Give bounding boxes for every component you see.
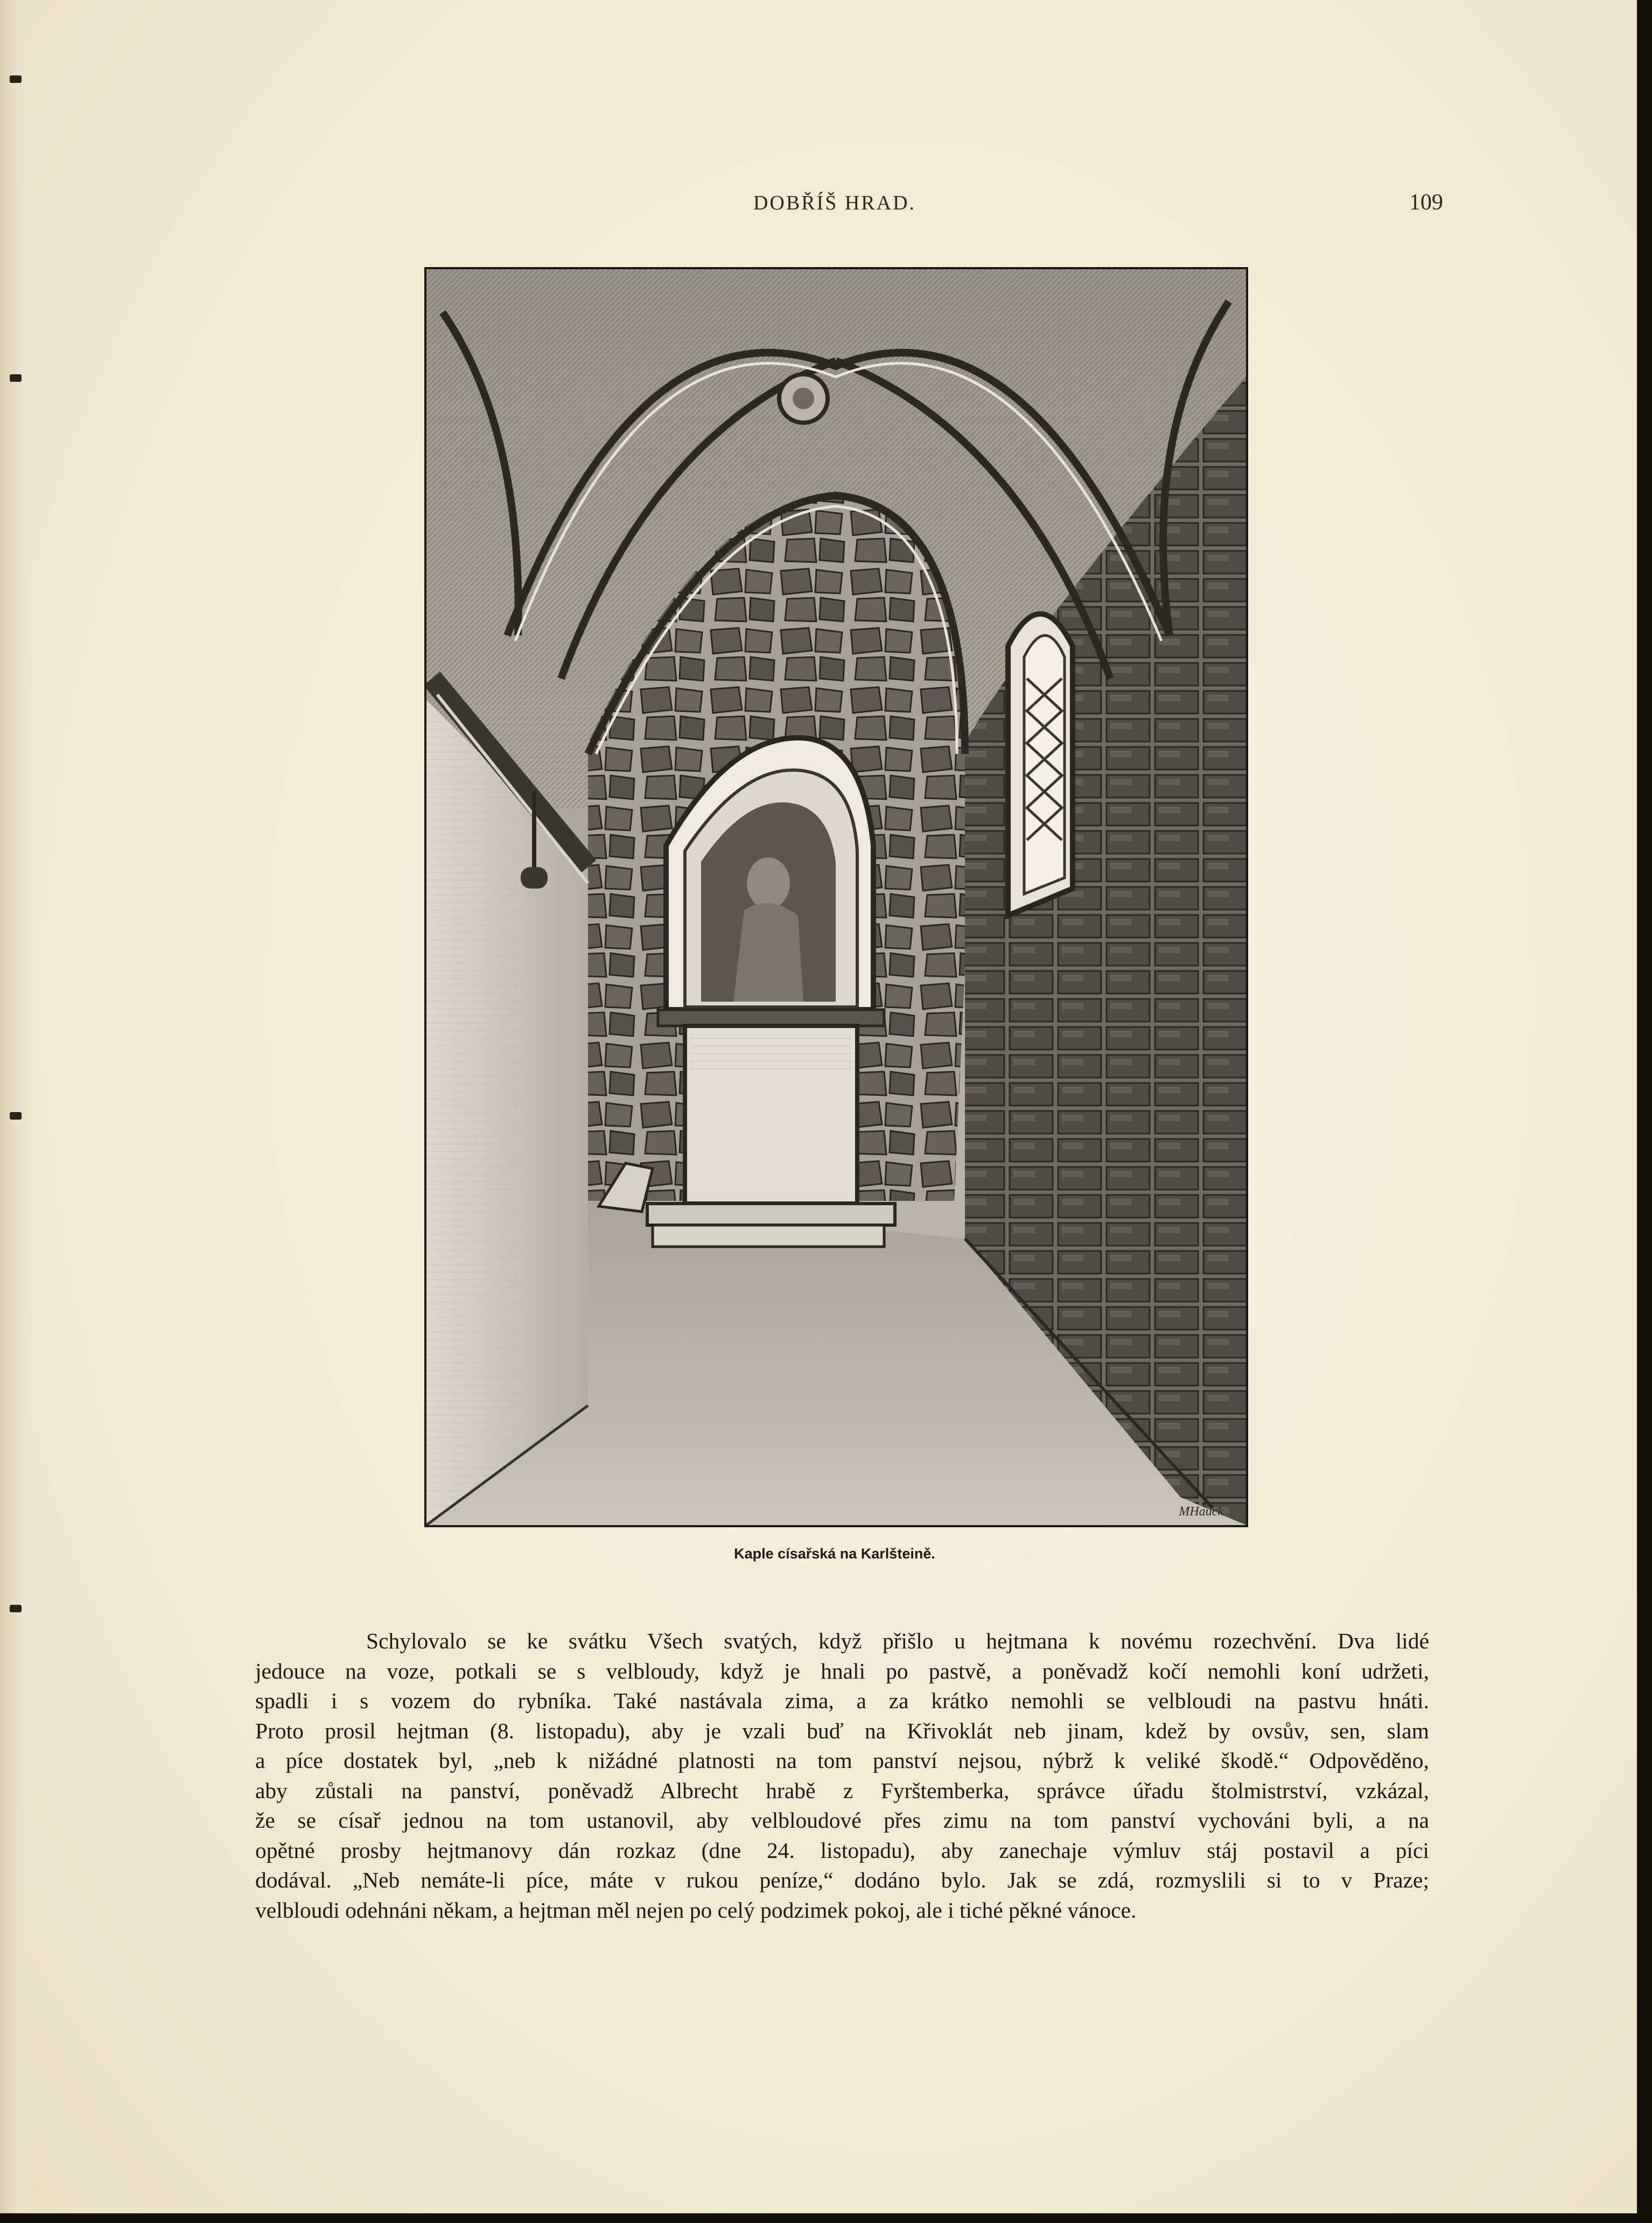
text-line: opětné prosby hejtmanovy dán rozkaz (dne 24. listopadu), aby zanechaje výmluv stáj postavil a píci <box>255 1837 1429 1863</box>
gutter-mark <box>10 1605 22 1612</box>
body-paragraph <box>255 1626 1429 1925</box>
altar <box>647 1010 895 1247</box>
text-line: velbloudi odehnáni někam, a hejtman měl nejen po celý podzimek pokoj, ale i tiché pěkné vánoce. <box>255 1897 1137 1923</box>
chapel-engraving <box>426 269 1246 1525</box>
artist-signature: MHauck <box>1179 1505 1223 1519</box>
text-line: Proto prosil hejtman (8. listopadu), aby je vzali buď na Křivoklát neb jinam, kdež by ovsův, sen, slam <box>255 1718 1429 1743</box>
figure-caption: Kaple císařská na Karlšteině. <box>734 1546 935 1562</box>
text-line: dodával. „Neb nemáte-li píce, máte v rukou peníze,“ dodáno bylo. Jak se zdá, rozmyslili si to v Praze; <box>255 1868 1429 1892</box>
gutter-mark <box>10 374 22 382</box>
text-line: jedouce na voze, potkali se s velbloudy, když je hnali po pastvě, a poněvadž kočí nemohli koní udržeti, <box>255 1658 1429 1683</box>
page-gutter <box>0 0 32 2213</box>
text-line: spadli i s vozem do rybníka. Také nastávala zima, a za krátko nemohli se velbloudi na pastvu hnáti. <box>255 1688 1429 1713</box>
text-line: a píce dostatek byl, „neb k nižádné platnosti na tom panství nejsou, nýbrž k veliké škodě.“ Odpověděno, <box>255 1748 1429 1773</box>
page-number: 109 <box>1409 190 1443 215</box>
running-head: DOBŘÍŠ HRAD. <box>753 192 916 214</box>
text-line: že se císař jednou na tom ustanovil, aby velbloudové přes zimu na tom panství vychováni byli, a na <box>255 1808 1429 1833</box>
gutter-mark <box>10 75 22 83</box>
gothic-window <box>1008 614 1073 915</box>
text-line: Schylovalo se ke svátku Všech svatých, když přišlo u hejtmana k novému rozechvění. Dva lidé <box>366 1628 1429 1653</box>
gutter-mark <box>10 1112 22 1120</box>
text-line: aby zůstali na panství, poněvadž Albrecht hrabě z Fyrštemberka, správce úřadu štolmistrství, vzkázal, <box>255 1778 1429 1803</box>
chapel-illustration <box>424 267 1248 1527</box>
